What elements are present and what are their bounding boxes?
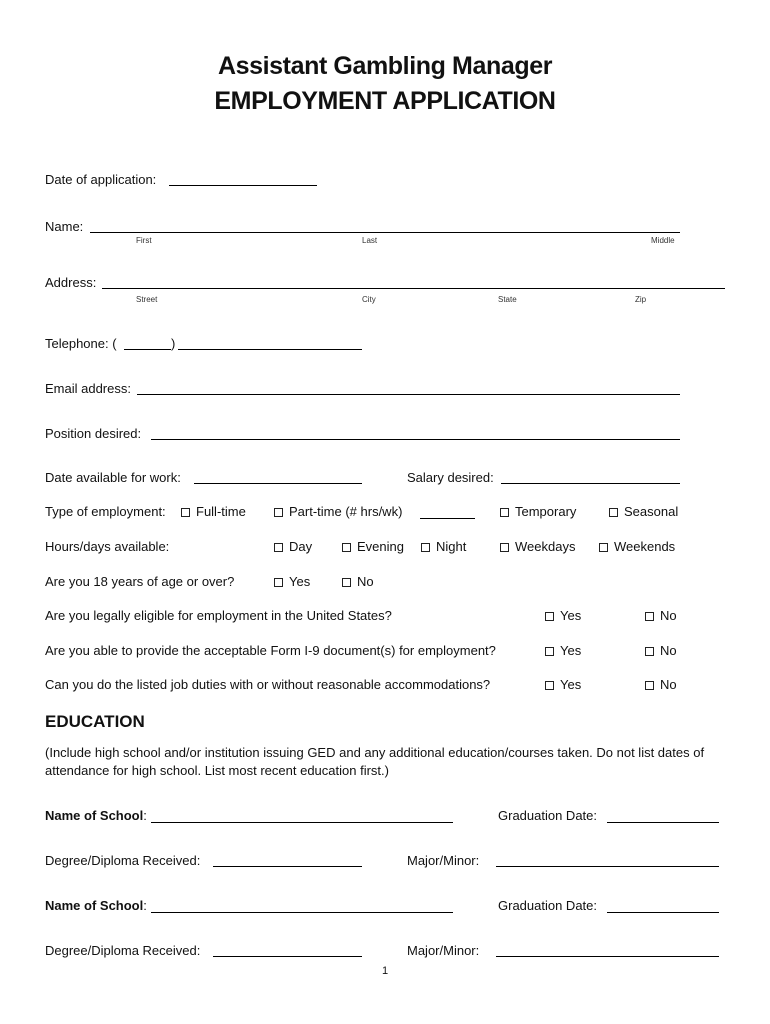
duties-yes-option[interactable] — [545, 677, 581, 693]
degree-2-label: Degree/Diploma Received: — [45, 943, 201, 958]
graduation-date-1-label: Graduation Date: — [498, 808, 598, 823]
address-street-caption: Street — [136, 295, 158, 304]
employment-type-label: Type of employment: — [45, 504, 166, 519]
age-yes-option[interactable] — [274, 574, 310, 590]
eligible-no-option[interactable] — [645, 608, 677, 624]
seasonal-option[interactable] — [609, 504, 678, 520]
school-1-field[interactable] — [151, 822, 453, 823]
checkbox-icon[interactable] — [421, 543, 430, 552]
checkbox-icon[interactable] — [609, 508, 618, 517]
eligible-yes-option[interactable] — [545, 608, 581, 624]
weekends-option[interactable] — [599, 539, 675, 555]
checkbox-icon[interactable] — [500, 508, 509, 517]
temporary-label: Temporary — [515, 504, 577, 519]
date-available-field[interactable] — [194, 483, 362, 484]
address-state-caption: State — [498, 295, 517, 304]
education-heading: EDUCATION — [45, 712, 145, 731]
name-label: Name: — [45, 219, 84, 234]
part-time-option[interactable] — [274, 504, 402, 520]
checkbox-icon[interactable] — [500, 543, 509, 552]
address-city-caption: City — [362, 295, 376, 304]
age-question: Are you 18 years of age or over? — [45, 574, 235, 589]
major-2-field[interactable] — [496, 956, 719, 957]
duties-question: Can you do the listed job duties with or without reasonable accommodations? — [45, 677, 491, 692]
address-label: Address: — [45, 275, 97, 290]
day-label: Day — [289, 539, 313, 554]
checkbox-icon[interactable] — [342, 543, 351, 552]
graduation-date-2-label: Graduation Date: — [498, 898, 598, 913]
checkbox-icon[interactable] — [545, 647, 554, 656]
age-no-option[interactable] — [342, 574, 374, 590]
full-time-label: Full-time — [196, 504, 246, 519]
duties-no-label: No — [660, 677, 677, 692]
weekdays-label: Weekdays — [515, 539, 576, 554]
seasonal-label: Seasonal — [624, 504, 679, 519]
eligible-question: Are you legally eligible for employment in the United States? — [45, 608, 392, 623]
checkbox-icon[interactable] — [599, 543, 608, 552]
i9-yes-option[interactable] — [545, 643, 581, 659]
part-time-label: Part-time (# hrs/wk) — [289, 504, 403, 519]
night-label: Night — [436, 539, 467, 554]
checkbox-icon[interactable] — [545, 681, 554, 690]
checkbox-icon[interactable] — [645, 681, 654, 690]
i9-no-option[interactable] — [645, 643, 677, 659]
position-desired-label: Position desired: — [45, 426, 142, 441]
area-code-field[interactable] — [124, 349, 171, 350]
date-of-application-label: Date of application: — [45, 172, 157, 187]
name-field[interactable] — [90, 232, 680, 233]
degree-1-label: Degree/Diploma Received: — [45, 853, 201, 868]
checkbox-icon[interactable] — [274, 543, 283, 552]
address-field[interactable] — [102, 288, 725, 289]
name-middle-caption: Middle — [651, 236, 675, 245]
major-1-label: Major/Minor: — [407, 853, 480, 868]
graduation-date-1-field[interactable] — [607, 822, 719, 823]
checkbox-icon[interactable] — [645, 612, 654, 621]
position-desired-field[interactable] — [151, 439, 680, 440]
email-field[interactable] — [137, 394, 680, 395]
checkbox-icon[interactable] — [545, 612, 554, 621]
temporary-option[interactable] — [500, 504, 576, 520]
age-yes-label: Yes — [289, 574, 311, 589]
i9-yes-label: Yes — [560, 643, 582, 658]
major-1-field[interactable] — [496, 866, 719, 867]
age-no-label: No — [357, 574, 374, 589]
i9-question: Are you able to provide the acceptable Form I-9 document(s) for employment? — [45, 643, 496, 658]
checkbox-icon[interactable] — [181, 508, 190, 517]
weekdays-option[interactable] — [500, 539, 575, 555]
eligible-yes-label: Yes — [560, 608, 582, 623]
telephone-close-paren: ) — [171, 336, 176, 351]
school-2-label-text: Name of School — [45, 898, 144, 913]
evening-label: Evening — [357, 539, 404, 554]
address-zip-caption: Zip — [635, 295, 647, 304]
weekends-label: Weekends — [614, 539, 676, 554]
evening-option[interactable] — [342, 539, 404, 555]
salary-desired-label: Salary desired: — [407, 470, 494, 485]
degree-2-field[interactable] — [213, 956, 362, 957]
degree-1-field[interactable] — [213, 866, 362, 867]
education-instructions: (Include high school and/or institution issuing GED and any additional education/courses taken. Do not list dates of attendance for high school. List most recent education first.) — [45, 745, 705, 778]
school-2-label — [45, 898, 147, 914]
duties-yes-label: Yes — [560, 677, 582, 692]
date-of-application-field[interactable] — [169, 185, 317, 186]
school-2-field[interactable] — [151, 912, 453, 913]
checkbox-icon[interactable] — [645, 647, 654, 656]
salary-desired-field[interactable] — [501, 483, 680, 484]
checkbox-icon[interactable] — [274, 508, 283, 517]
checkbox-icon[interactable] — [274, 578, 283, 587]
page-number: 1 — [382, 965, 389, 977]
school-1-label — [45, 808, 147, 824]
night-option[interactable] — [421, 539, 466, 555]
eligible-no-label: No — [660, 608, 677, 623]
full-time-option[interactable] — [181, 504, 246, 520]
duties-no-option[interactable] — [645, 677, 677, 693]
school-1-label-text: Name of School — [45, 808, 144, 823]
name-last-caption: Last — [362, 236, 378, 245]
email-label: Email address: — [45, 381, 131, 396]
graduation-date-2-field[interactable] — [607, 912, 719, 913]
telephone-field[interactable] — [178, 349, 362, 350]
day-option[interactable] — [274, 539, 312, 555]
i9-no-label: No — [660, 643, 677, 658]
form-title-line-1: Assistant Gambling Manager — [217, 52, 553, 80]
part-time-hours-field[interactable] — [420, 518, 475, 519]
hours-available-label: Hours/days available: — [45, 539, 170, 554]
form-title-line-2: EMPLOYMENT APPLICATION — [214, 87, 556, 115]
telephone-label: Telephone: ( — [45, 336, 117, 351]
major-2-label: Major/Minor: — [407, 943, 480, 958]
checkbox-icon[interactable] — [342, 578, 351, 587]
date-available-label: Date available for work: — [45, 470, 181, 485]
school-2-colon: : — [143, 898, 147, 913]
school-1-colon: : — [143, 808, 147, 823]
name-first-caption: First — [136, 236, 152, 245]
